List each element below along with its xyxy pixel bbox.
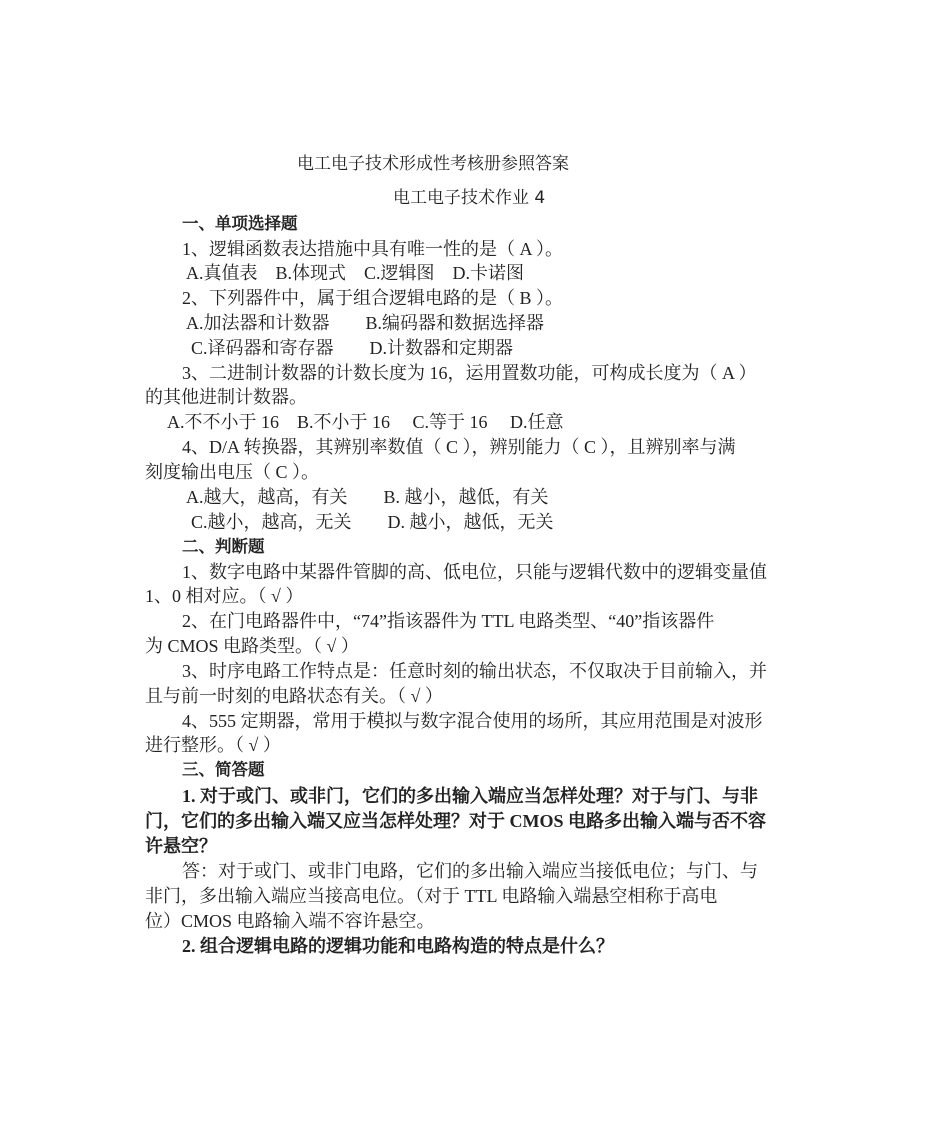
answer-text: 答：对于或门、或非门电路，它们的多出输入端应当接低电位；与门、与 (182, 861, 758, 881)
question-text: 许悬空？ (145, 836, 217, 856)
option-line: A.不不小于 16 B.不小于 16 C.等于 16 D.任意 (167, 412, 564, 432)
statement-line: 3、时序电路工作特点是：任意时刻的输出状态，不仅取决于目前输入，并 (182, 661, 767, 681)
answer-text: 非门，多出输入端应当接高电位。（对于 TTL 电路输入端悬空相称于高电 (145, 886, 718, 906)
option-line: C.译码器和寄存器 D.计数器和定期器 (191, 338, 514, 358)
question-text: 1. 对于或门、或非门，它们的多出输入端应当怎样处理？对于与门、与非 (182, 786, 758, 806)
document-subtitle: 电工电子技术作业 4 (393, 188, 546, 208)
question-text: 门，它们的多出输入端又应当怎样处理？对于 CMOS 电路多出输入端与否不容 (145, 811, 766, 831)
option-line: A.加法器和计数器 B.编码器和数据选择器 (186, 313, 545, 333)
statement-line: 1、0 相对应。（ √ ） (145, 586, 304, 606)
question-line: 的其他进制计数器。 (145, 387, 307, 407)
option-line: C.越小，越高，无关 D. 越小，越低，无关 (191, 512, 554, 532)
statement-line: 进行整形。（ √ ） (145, 735, 281, 755)
statement-line: 4、555 定期器，常用于模拟与数字混合使用的场所，其应用范围是对波形 (182, 711, 763, 731)
question-line: 2、下列器件中，属于组合逻辑电路的是（ B ）。 (182, 288, 564, 308)
question-text: 2. 组合逻辑电路的逻辑功能和电路构造的特点是什么？ (182, 936, 614, 956)
question-line: 4、D/A 转换器，其辨别率数值（ C ），辨别能力（ C ），且辨别率与满 (182, 437, 736, 457)
option-line: A.真值表 B.体现式 C.逻辑图 D.卡诺图 (186, 263, 525, 283)
statement-line: 且与前一时刻的电路状态有关。（ √ ） (145, 686, 443, 706)
question-line: 1、逻辑函数表达措施中具有唯一性的是（ A ）。 (182, 239, 564, 259)
answer-text: 位）CMOS 电路输入端不容许悬空。 (145, 911, 435, 931)
section-heading-judgement: 二、判断题 (182, 537, 265, 556)
section-heading-short-answer: 三、简答题 (182, 760, 265, 779)
document-title: 电工电子技术形成性考核册参照答案 (297, 154, 569, 174)
section-heading-choice: 一、单项选择题 (182, 214, 298, 233)
statement-line: 2、在门电路器件中，“74”指该器件为 TTL 电路类型、“40”指该器件 (182, 611, 715, 631)
statement-line: 1、数字电路中某器件管脚的高、低电位，只能与逻辑代数中的逻辑变量值 (182, 562, 767, 582)
option-line: A.越大，越高，有关 B. 越小，越低，有关 (186, 487, 549, 507)
statement-line: 为 CMOS 电路类型。（ √ ） (145, 636, 359, 656)
question-line: 3、二进制计数器的计数长度为 16，运用置数功能，可构成长度为（ A ） (182, 363, 757, 383)
question-line: 刻度输出电压（ C ）。 (145, 462, 320, 482)
